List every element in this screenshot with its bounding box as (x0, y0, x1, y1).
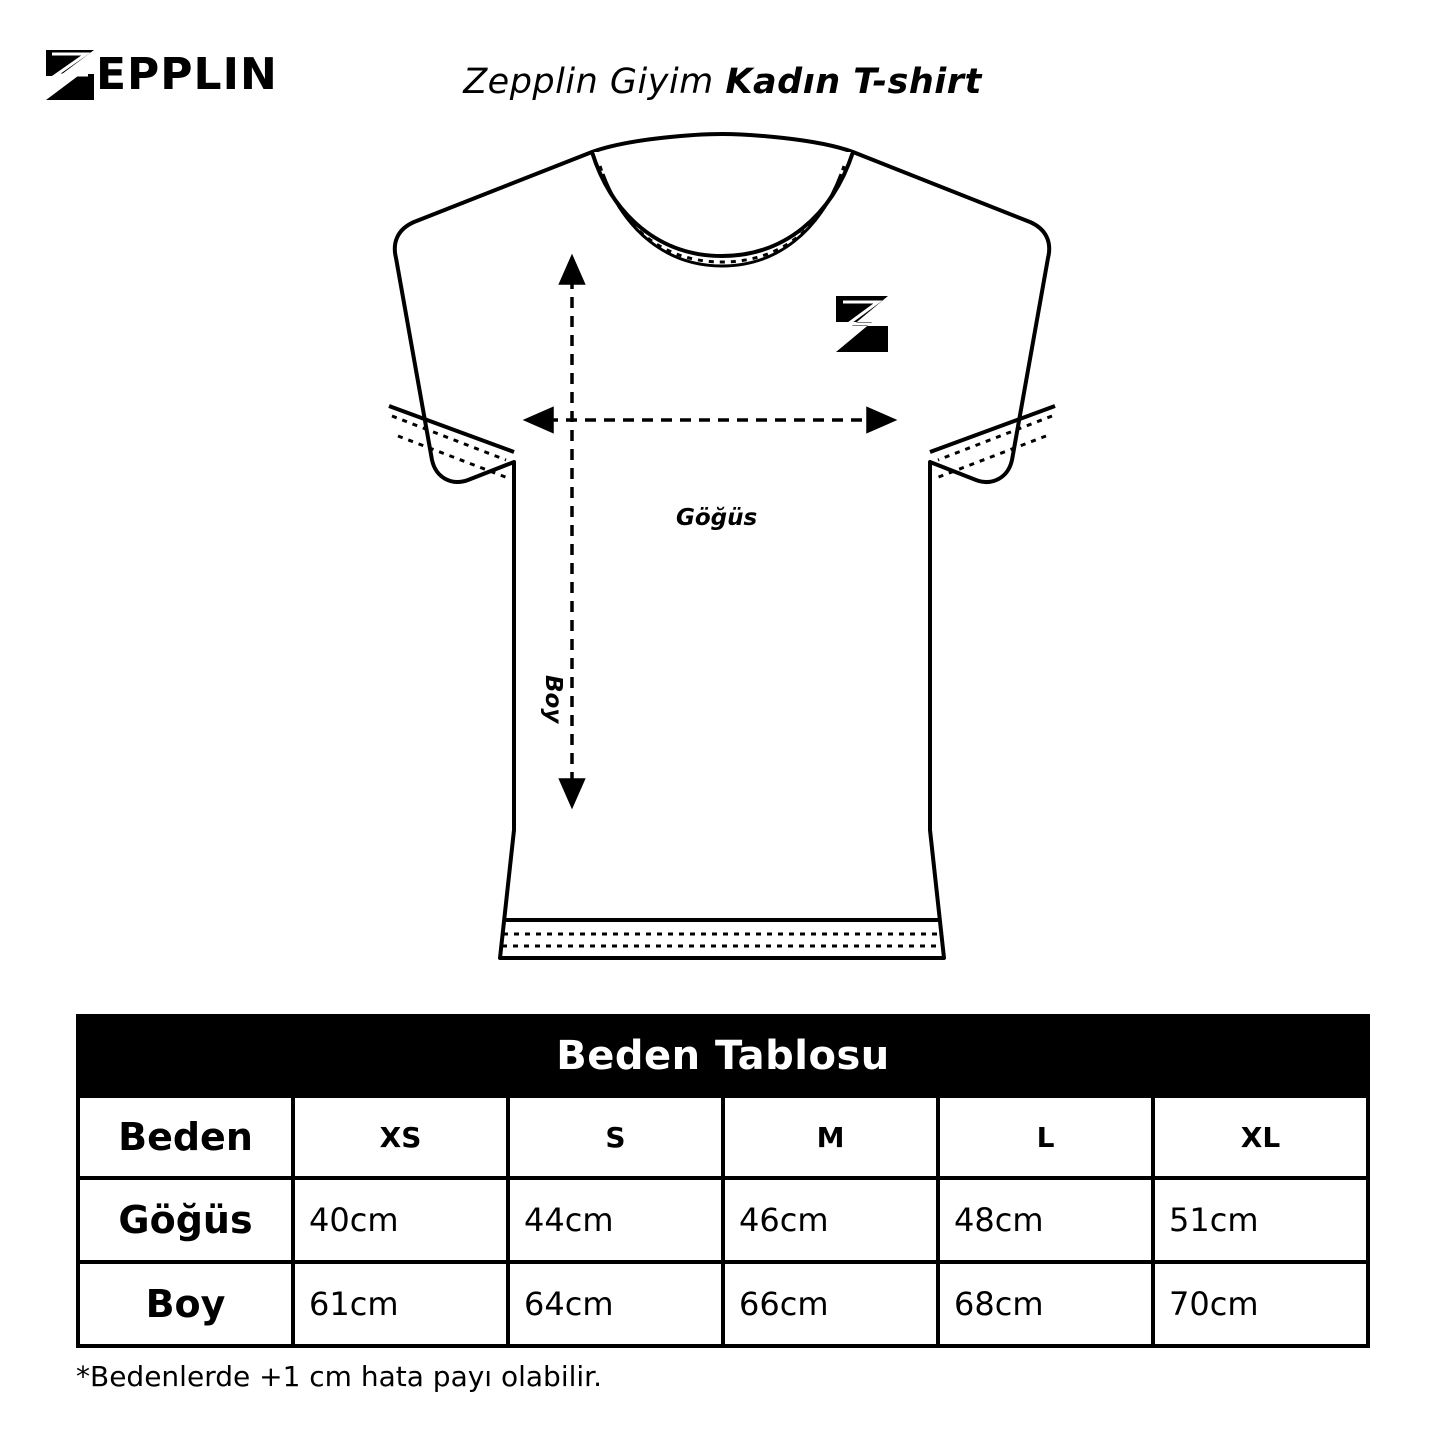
cell-boy-xl: 70cm (1153, 1262, 1368, 1346)
tshirt-illustration (0, 130, 1445, 1000)
cell-boy-xs: 61cm (293, 1262, 508, 1346)
header-size-m: M (723, 1096, 938, 1178)
table-row (78, 1262, 1368, 1346)
tshirt-drawing (0, 130, 1445, 1000)
size-note: *Bedenlerde +1 cm hata payı olabilir. (76, 1360, 602, 1393)
length-measure-label: Boy (540, 675, 566, 724)
header-size-xs: XS (293, 1096, 508, 1178)
page-title (0, 62, 1445, 102)
row-label-gogus: Göğüs (78, 1178, 293, 1262)
cell-gogus-s: 44cm (508, 1178, 723, 1262)
cell-gogus-l: 48cm (938, 1178, 1153, 1262)
header-beden: Beden (78, 1096, 293, 1178)
chest-measure-label: Göğüs (676, 505, 758, 531)
page-title-light: Zepplin Giyim (463, 62, 726, 102)
cell-gogus-xs: 40cm (293, 1178, 508, 1262)
table-title-row (78, 1016, 1368, 1096)
table-row (78, 1178, 1368, 1262)
cell-boy-s: 64cm (508, 1262, 723, 1346)
cell-gogus-xl: 51cm (1153, 1178, 1368, 1262)
table-title: Beden Tablosu (78, 1016, 1368, 1096)
cell-boy-l: 68cm (938, 1262, 1153, 1346)
row-label-boy: Boy (78, 1262, 293, 1346)
header-size-s: S (508, 1096, 723, 1178)
cell-boy-m: 66cm (723, 1262, 938, 1346)
header-size-xl: XL (1153, 1096, 1368, 1178)
cell-gogus-m: 46cm (723, 1178, 938, 1262)
header-size-l: L (938, 1096, 1153, 1178)
page-header (0, 0, 1445, 140)
size-table (76, 1014, 1370, 1348)
brand-logo-text: EPPLIN (96, 49, 278, 100)
table-header-row (78, 1096, 1368, 1178)
page-title-bold: Kadın T-shirt (725, 62, 982, 102)
